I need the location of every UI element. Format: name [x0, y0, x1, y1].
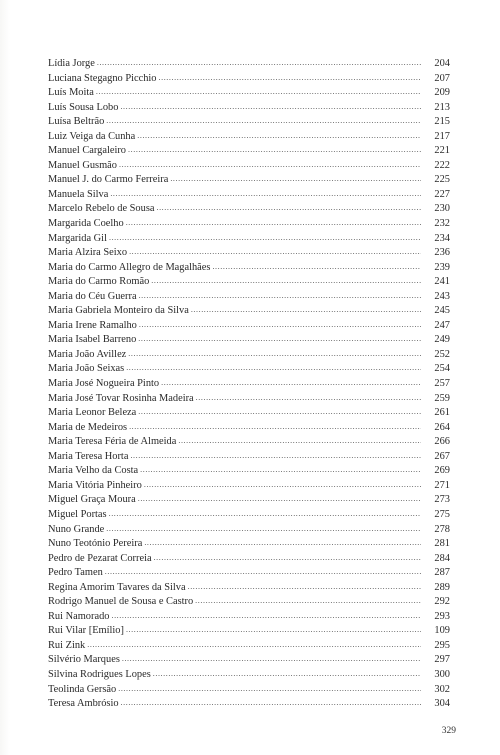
index-entry [48, 101, 450, 116]
entry-name: Miguel Graça Moura [48, 494, 136, 506]
entry-name: Luiz Veiga da Cunha [48, 130, 136, 142]
entry-name: Miguel Portas [48, 508, 107, 520]
entry-page-number: 293 [434, 610, 450, 622]
entry-page-number: 300 [434, 668, 450, 680]
entry-name: Maria Vitória Pinheiro [48, 479, 142, 491]
entry-page-number: 297 [434, 654, 450, 666]
index-entry [48, 115, 450, 130]
index-entry [48, 86, 450, 101]
index-entry [48, 683, 450, 698]
leader-dots [212, 260, 421, 275]
leader-dots [139, 318, 421, 333]
leader-dots [118, 682, 421, 697]
index-entry [48, 304, 450, 319]
entry-name: Manuela Silva [48, 188, 109, 200]
entry-page-number: 109 [434, 625, 450, 637]
index-entry [48, 362, 450, 377]
leader-dots [126, 216, 421, 231]
leader-dots [138, 332, 421, 347]
folio-page-number: 329 [441, 726, 456, 736]
leader-dots [156, 201, 421, 216]
entry-page-number: 254 [434, 363, 450, 375]
entry-page-number: 273 [434, 494, 450, 506]
index-entry [48, 639, 450, 654]
leader-dots [126, 361, 421, 376]
index-entry [48, 421, 450, 436]
leader-dots [161, 376, 421, 391]
entry-name: Marcelo Rebelo de Sousa [48, 203, 155, 215]
entry-page-number: 249 [434, 334, 450, 346]
leader-dots [96, 85, 421, 100]
entry-name: Silvério Marques [48, 654, 120, 666]
entry-name: Margarida Coelho [48, 218, 124, 230]
index-entry [48, 406, 450, 421]
index-entry [48, 333, 450, 348]
entry-page-number: 239 [434, 261, 450, 273]
index-entry [48, 130, 450, 145]
entry-name: Luís Sousa Lobo [48, 101, 119, 113]
entry-page-number: 227 [434, 188, 450, 200]
entry-name: Maria Teresa Horta [48, 450, 129, 462]
leader-dots [178, 434, 421, 449]
index-entry [48, 377, 450, 392]
entry-page-number: 271 [434, 479, 450, 491]
entry-page-number: 247 [434, 319, 450, 331]
entry-page-number: 304 [434, 698, 450, 710]
index-entry [48, 610, 450, 625]
index-entry [48, 275, 450, 290]
leader-dots [110, 187, 421, 202]
entry-name: Maria João Seixas [48, 363, 125, 375]
entry-name: Maria Leonor Beleza [48, 407, 137, 419]
entry-page-number: 209 [434, 87, 450, 99]
leader-dots [138, 492, 421, 507]
entry-name: Teresa Ambrósio [48, 698, 119, 710]
entry-name: Maria Irene Ramalho [48, 319, 137, 331]
entry-name: Regina Amorim Tavares da Silva [48, 581, 186, 593]
entry-page-number: 222 [434, 159, 450, 171]
index-entry [48, 581, 450, 596]
entry-name: Maria do Céu Guerra [48, 290, 137, 302]
index-entry [48, 508, 450, 523]
entry-page-number: 292 [434, 596, 450, 608]
entry-name: Maria Alzira Seixo [48, 247, 128, 259]
leader-dots [138, 405, 421, 420]
entry-page-number: 225 [434, 174, 450, 186]
index-entry [48, 392, 450, 407]
index-entry [48, 479, 450, 494]
entry-name: Nuno Grande [48, 523, 105, 535]
entry-page-number: 295 [434, 639, 450, 651]
leader-dots [159, 71, 422, 86]
entry-name: Maria Isabel Barreno [48, 334, 137, 346]
index-entry [48, 435, 450, 450]
entry-name: Maria Velho da Costa [48, 465, 139, 477]
entry-page-number: 281 [434, 538, 450, 550]
index-entry [48, 566, 450, 581]
leader-dots [106, 114, 421, 129]
entry-name: Maria Teresa Féria de Almeida [48, 436, 177, 448]
leader-dots [191, 303, 421, 318]
leader-dots [111, 609, 421, 624]
leader-dots [151, 274, 421, 289]
entry-name: Luís Moita [48, 87, 94, 99]
leader-dots [129, 420, 421, 435]
entry-page-number: 243 [434, 290, 450, 302]
leader-dots [130, 449, 421, 464]
entry-name: Manuel Gusmão [48, 159, 117, 171]
entry-name: Rui Vilar [Emílio] [48, 625, 124, 637]
entry-page-number: 245 [434, 305, 450, 317]
leader-dots [120, 100, 421, 115]
entry-name: Manuel J. do Carmo Ferreira [48, 174, 169, 186]
index-entry [48, 464, 450, 479]
entry-page-number: 267 [434, 450, 450, 462]
index-entry [48, 144, 450, 159]
entry-name: Nuno Teotónio Pereira [48, 538, 143, 550]
entry-page-number: 269 [434, 465, 450, 477]
leader-dots [140, 463, 421, 478]
entry-page-number: 213 [434, 101, 450, 113]
leader-dots [121, 696, 421, 711]
index-entry [48, 290, 450, 305]
entry-page-number: 266 [434, 436, 450, 448]
entry-page-number: 221 [434, 145, 450, 157]
entry-name: Maria José Nogueira Pinto [48, 378, 160, 390]
index-entry [48, 348, 450, 363]
index-entry [48, 246, 450, 261]
leader-dots [129, 245, 421, 260]
leader-dots [144, 478, 421, 493]
entry-name: Teolinda Gersão [48, 683, 117, 695]
entry-page-number: 259 [434, 392, 450, 404]
entry-page-number: 207 [434, 72, 450, 84]
index-entry [48, 261, 450, 276]
leader-dots [144, 536, 421, 551]
leader-dots [128, 143, 421, 158]
index-entry [48, 72, 450, 87]
name-index-list [48, 57, 450, 712]
entry-page-number: 230 [434, 203, 450, 215]
entry-page-number: 232 [434, 218, 450, 230]
entry-name: Maria Gabriela Monteiro da Silva [48, 305, 189, 317]
entry-name: Rui Namorado [48, 610, 110, 622]
index-entry [48, 202, 450, 217]
leader-dots [188, 580, 421, 595]
leader-dots [128, 347, 421, 362]
entry-name: Luciana Stegagno Picchio [48, 72, 157, 84]
entry-page-number: 289 [434, 581, 450, 593]
entry-page-number: 234 [434, 232, 450, 244]
index-entry [48, 159, 450, 174]
entry-name: Maria do Carmo Allegro de Magalhães [48, 261, 211, 273]
leader-dots [109, 507, 421, 522]
index-entry [48, 450, 450, 465]
entry-page-number: 284 [434, 552, 450, 564]
leader-dots [106, 522, 421, 537]
index-entry [48, 523, 450, 538]
entry-name: Rodrigo Manuel de Sousa e Castro [48, 596, 194, 608]
index-entry [48, 319, 450, 334]
entry-name: Pedro Tamen [48, 567, 103, 579]
entry-page-number: 257 [434, 378, 450, 390]
entry-name: Manuel Cargaleiro [48, 145, 127, 157]
entry-page-number: 215 [434, 116, 450, 128]
leader-dots [196, 391, 421, 406]
leader-dots [122, 652, 421, 667]
entry-page-number: 241 [434, 276, 450, 288]
index-entry [48, 624, 450, 639]
leader-dots [137, 129, 421, 144]
entry-name: Maria do Carmo Romão [48, 276, 150, 288]
leader-dots [126, 623, 421, 638]
entry-name: Maria José Tovar Rosinha Madeira [48, 392, 194, 404]
index-entry [48, 493, 450, 508]
entry-name: Luísa Beltrão [48, 116, 105, 128]
index-entry [48, 188, 450, 203]
entry-name: Margarida Gil [48, 232, 107, 244]
entry-name: Silvina Rodrigues Lopes [48, 668, 151, 680]
index-entry [48, 217, 450, 232]
leader-dots [139, 289, 421, 304]
entry-page-number: 261 [434, 407, 450, 419]
index-entry [48, 552, 450, 567]
entry-name: Lídia Jorge [48, 58, 95, 69]
entry-page-number: 287 [434, 567, 450, 579]
index-entry [48, 232, 450, 247]
leader-dots [195, 594, 421, 609]
leader-dots [170, 172, 421, 187]
index-entry [48, 653, 450, 668]
leader-dots [154, 551, 421, 566]
leader-dots [119, 158, 421, 173]
leader-dots [87, 638, 421, 653]
index-entry [48, 668, 450, 683]
entry-name: Rui Zink [48, 639, 86, 651]
leader-dots [105, 565, 421, 580]
entry-name: Maria de Medeiros [48, 421, 128, 433]
entry-page-number: 302 [434, 683, 450, 695]
entry-name: Maria João Avillez [48, 348, 127, 360]
entry-page-number: 204 [434, 58, 450, 69]
leader-dots [97, 56, 421, 71]
entry-page-number: 264 [434, 421, 450, 433]
entry-page-number: 275 [434, 508, 450, 520]
leader-dots [109, 231, 421, 246]
index-entry [48, 697, 450, 712]
entry-page-number: 252 [434, 348, 450, 360]
entry-page-number: 278 [434, 523, 450, 535]
entry-page-number: 236 [434, 247, 450, 259]
index-entry [48, 57, 450, 72]
index-entry [48, 537, 450, 552]
index-entry [48, 595, 450, 610]
entry-page-number: 217 [434, 130, 450, 142]
leader-dots [153, 667, 421, 682]
index-entry [48, 173, 450, 188]
entry-name: Pedro de Pezarat Correia [48, 552, 152, 564]
